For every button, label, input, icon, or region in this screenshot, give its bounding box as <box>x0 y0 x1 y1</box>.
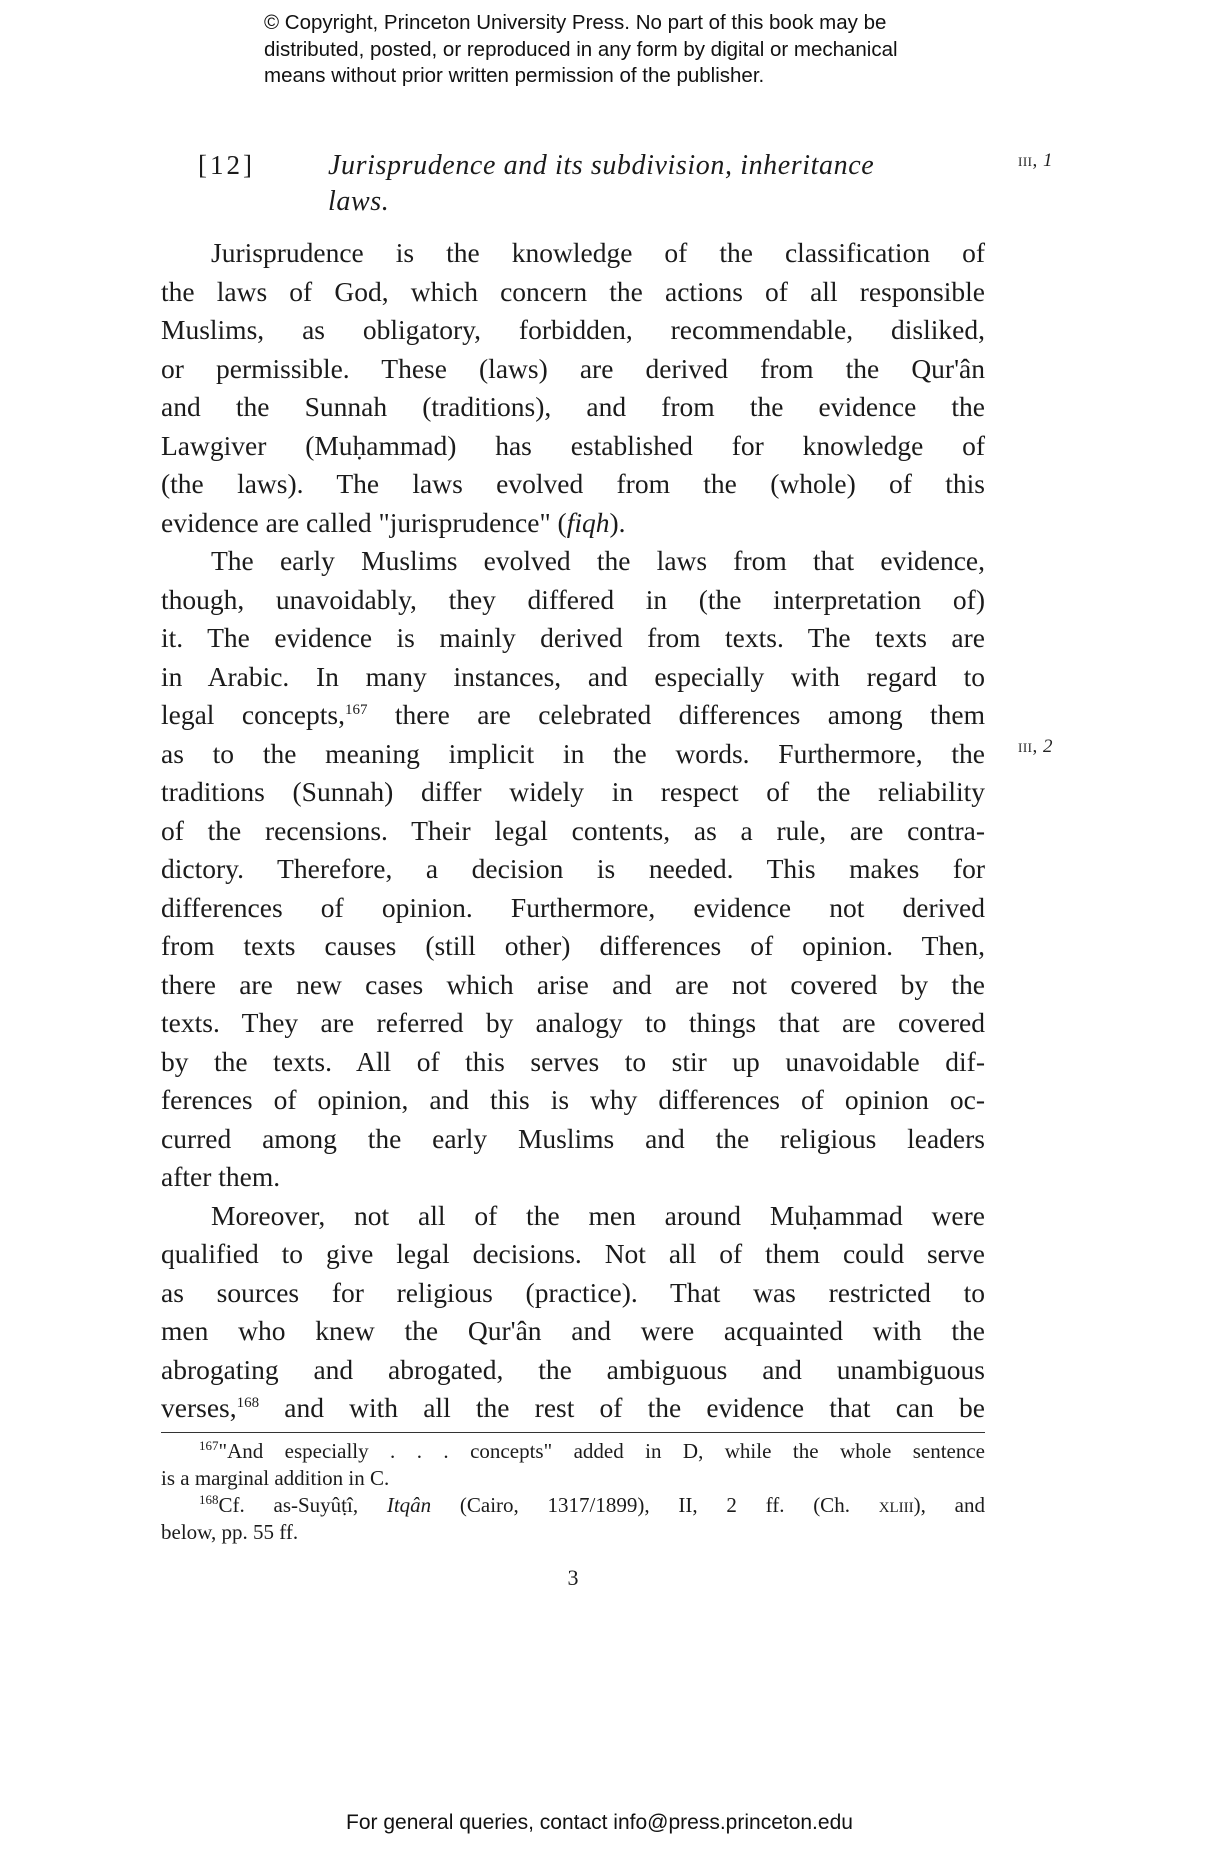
body-line: Jurisprudence is the knowledge of the classification of <box>211 237 985 268</box>
body-line: texts. They are referred by analogy to things that are covered <box>161 1007 985 1038</box>
body-line: there are new cases which arise and are not covered by the <box>161 968 985 1000</box>
body-line: of the recensions. Their legal contents, as a rule, are contra- <box>161 814 985 846</box>
body-line: Moreover, not all of the men around Muḥammad were <box>211 1199 985 1231</box>
body-line: or permissible. These (laws) are derived from the Qur'ân <box>161 352 985 384</box>
body-line: Lawgiver (Muḥammad) has established for knowledge of <box>161 429 985 461</box>
body-line: verses,$^{168}$ and with all the rest of the evidence that can be <box>161 1392 985 1423</box>
body-line: traditions (Sunnah) differ widely in respect of the reliability <box>161 776 985 807</box>
copyright-line: © Copyright, Princeton University Press. No part of this book may be <box>264 11 887 34</box>
footnote-line: is a marginal addition in C. <box>161 1466 390 1490</box>
body-line: from texts causes (still other) differences of opinion. Then, <box>161 930 985 961</box>
body-line: it. The evidence is mainly derived from texts. The texts are <box>161 622 985 653</box>
footnote-line: $^{168}$Cf. as-Suyûṭî, Itqân (Cairo, 1317/1899), II, 2 ff. (Ch. xliii), and <box>199 1492 985 1517</box>
body-line: men who knew the Qur'ân and were acquainted with the <box>161 1315 985 1346</box>
body-line: Muslims, as obligatory, forbidden, recommendable, disliked, <box>161 314 985 345</box>
margin-reference: iii, 2 <box>1018 736 1053 757</box>
footnotes <box>161 1438 985 1546</box>
footnote-line: below, pp. 55 ff. <box>161 1520 299 1544</box>
body-line: and the Sunnah (traditions), and from the evidence the <box>161 391 985 422</box>
body-line: by the texts. All of this serves to stir up unavoidable dif- <box>161 1045 985 1077</box>
body-line: (the laws). The laws evolved from the (whole) of this <box>161 468 985 499</box>
body-line: the laws of God, which concern the actions of all responsible <box>161 275 985 307</box>
margin-reference: iii, 1 <box>1018 150 1053 171</box>
body-line: curred among the early Muslims and the religious leaders <box>161 1122 985 1154</box>
footer-contact: For general queries, contact info@press.princeton.edu <box>346 1811 853 1834</box>
body-text <box>161 234 985 1428</box>
page-number: 3 <box>567 1565 579 1590</box>
body-line: evidence are called "jurisprudence" (fiqh). <box>161 506 626 538</box>
section-title-line: Jurisprudence and its subdivision, inheritance <box>328 150 875 181</box>
body-line: as sources for religious (practice). That was restricted to <box>161 1276 985 1308</box>
body-line: dictory. Therefore, a decision is needed. This makes for <box>161 853 985 884</box>
footnote-rule <box>161 1432 985 1433</box>
section-number: [12] <box>198 150 255 180</box>
body-line: legal concepts,$^{167}$ there are celebrated differences among them <box>161 699 985 730</box>
section-title-line: laws. <box>328 186 390 217</box>
body-line: ferences of opinion, and this is why differences of opinion oc- <box>161 1084 985 1115</box>
section-title <box>328 148 938 220</box>
body-line: in Arabic. In many instances, and especially with regard to <box>161 660 985 692</box>
body-line: The early Muslims evolved the laws from that evidence, <box>211 545 985 576</box>
footnote-line: $^{167}$"And especially . . . concepts" added in D, while the whole sentence <box>199 1438 985 1463</box>
copyright-line: distributed, posted, or reproduced in any form by digital or mechanical <box>264 37 898 61</box>
copyright-notice <box>264 10 1004 90</box>
body-line: differences of opinion. Furthermore, evidence not derived <box>161 891 985 923</box>
body-line: after them. <box>161 1161 281 1192</box>
copyright-line: means without prior written permission of the publisher. <box>264 64 765 87</box>
body-line: abrogating and abrogated, the ambiguous and unambiguous <box>161 1353 985 1385</box>
body-line: qualified to give legal decisions. Not all of them could serve <box>161 1238 985 1269</box>
body-line: though, unavoidably, they differed in (the interpretation of) <box>161 583 985 615</box>
body-line: as to the meaning implicit in the words. Furthermore, the <box>161 737 985 769</box>
